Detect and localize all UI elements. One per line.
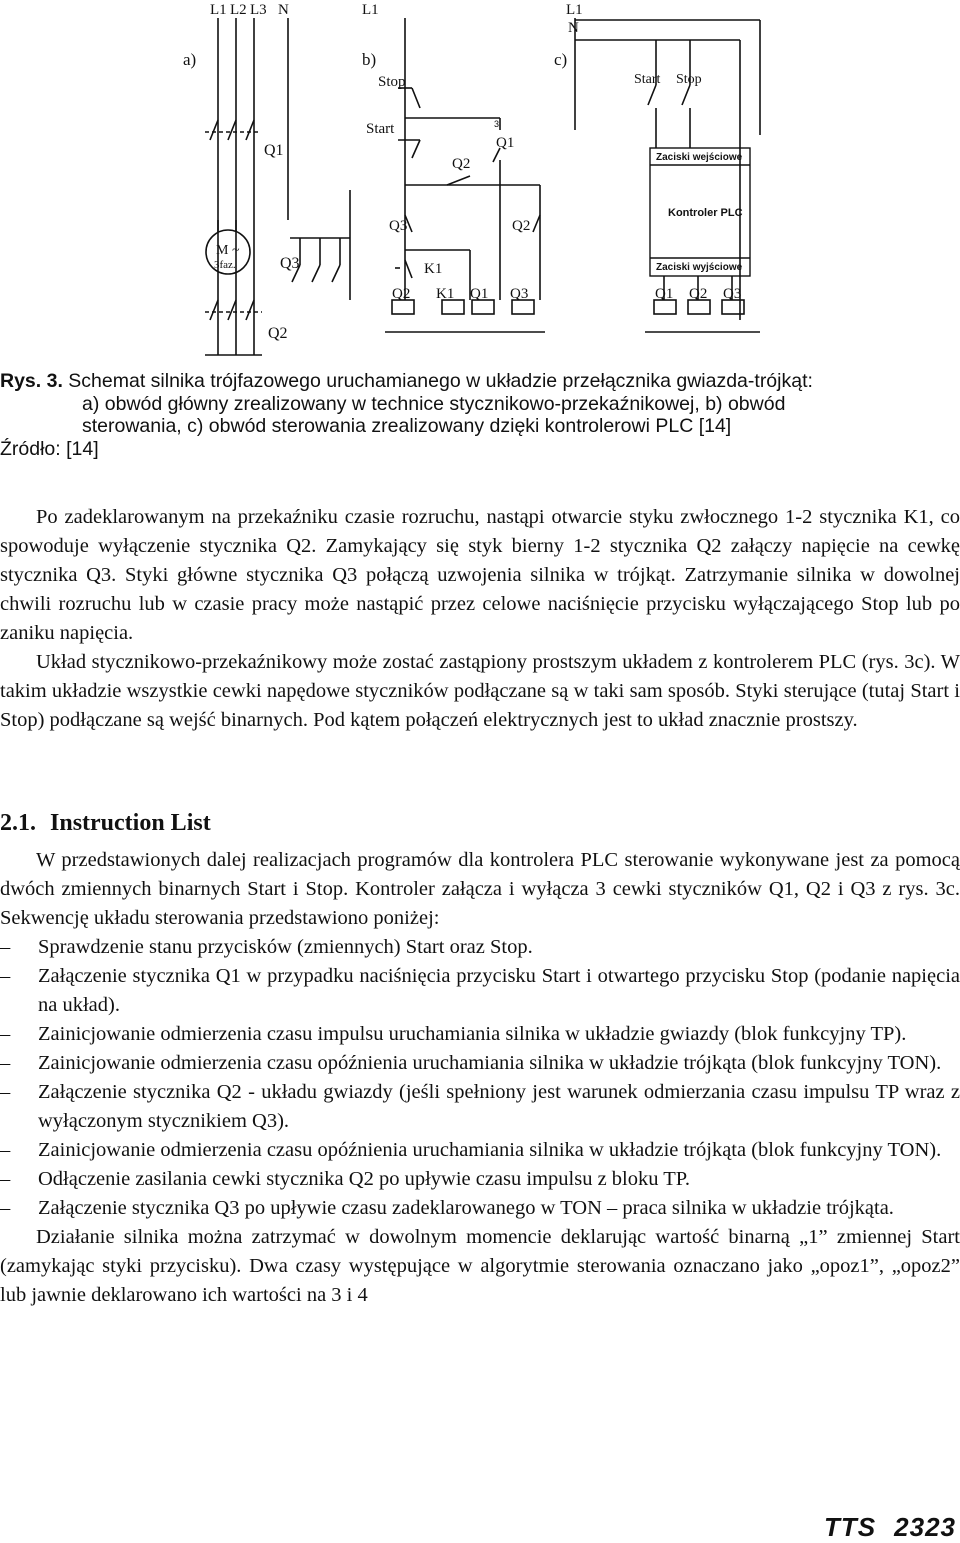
dash-bullet: – (0, 1052, 11, 1074)
label-start-b: Start (366, 121, 395, 137)
page-footer (824, 1512, 956, 1543)
label-l1-c: L1 (566, 2, 583, 18)
label-c: c) (554, 50, 568, 69)
caption-line-1: Schemat silnika trójfazowego uruchamianego w układzie przełącznika gwiazda-trójkąt: (68, 370, 813, 392)
section-heading (0, 810, 225, 837)
plc-name: Kontroler PLC (668, 207, 743, 219)
dash-bullet: – (0, 936, 11, 958)
paragraph-1: Po zadeklarowanym na przekaźniku czasie rozruchu, nastąpi otwarcie styku zwłocznego 1-2 stycznika K1, co spowoduje wyłączenie stycznika Q2. Zamykający się styk bierny 1-2 stycznika Q2 załączy napięcie na cewkę stycznika Q3. Styki główne stycznika Q3 połączą uzwojenia silnika w trójkąt. Zatrzymanie silnika w dowolnej chwili rozruchu lub w czasie pracy może nastąpić przez celowe naciśnięcie przycisku wyłączającego Stop lub po zaniku napięcia. (0, 506, 960, 644)
label-q3-a: Q3 (280, 255, 300, 272)
label-coil-q1: Q1 (470, 286, 489, 302)
label-out-q2: Q2 (689, 286, 708, 302)
list-item: – Sprawdzenie stanu przycisków (zmiennych) Start oraz Stop. (0, 933, 960, 962)
list-item: – Odłączenie zasilania cewki stycznika Q2 po upływie czasu impulsu z bloku TP. (0, 1165, 960, 1194)
list-item: – Zainicjowanie odmierzenia czasu opóźnienia uruchamiania silnika w układzie trójkąta (blok funkcyjny TON). (0, 1136, 960, 1165)
label-start-c: Start (634, 72, 661, 87)
page-number: 2323 (894, 1512, 956, 1542)
body-section-1 (0, 503, 960, 735)
label-k1-coil-contact: K1 (424, 261, 443, 277)
dash-bullet: – (0, 1197, 11, 1219)
list-item: – Zainicjowanie odmierzenia czasu impulsu uruchamiania silnika w układzie gwiazdy (blok funkcyjny TP). (0, 1020, 960, 1049)
paragraph-4: Działanie silnika można zatrzymać w dowolnym momencie deklarując wartość binarną „1” zmiennej Start (zamykając styki przycisku). Dwa czasy występujące w algorytmie sterowania oznaczano jako „opoz1”, „opoz2” lub jawnie deklarowano ich wartości na 3 i 4 (0, 1226, 960, 1306)
caption-line-2: a) obwód główny zrealizowany w technice stycznikowo-przekaźnikowej, b) obwód (82, 392, 786, 415)
label-l1-b: L1 (362, 2, 379, 18)
dash-bullet: – (0, 1023, 11, 1045)
dash-bullet: – (0, 965, 11, 987)
label-l3-a: L3 (250, 2, 267, 18)
label-out-q3: Q3 (723, 286, 742, 302)
motor-label: M ~ (216, 243, 240, 258)
list-item: – Zainicjowanie odmierzenia czasu opóźnienia uruchamiania silnika w układzie trójkąta (blok funkcyjny TON). (0, 1049, 960, 1078)
label-stop-c: Stop (676, 72, 702, 87)
list-item: – Załączenie stycznika Q2 - układu gwiazdy (jeśli spełniony jest warunek odmierzania czasu impulsu TP wraz z wyłączonym stycznikiem Q3). (0, 1078, 960, 1136)
caption-line-3: sterowania, c) obwód sterowania zrealizowany dzięki kontrolerowi PLC [14] (82, 415, 732, 437)
label-out-q1: Q1 (655, 286, 674, 302)
figure-caption (0, 370, 960, 460)
pin-3: 3 (494, 119, 500, 129)
dash-bullet: – (0, 1168, 11, 1190)
wiring-diagram (170, 0, 770, 365)
label-l2-a: L2 (230, 2, 247, 18)
caption-source: Źródło: [14] (0, 437, 99, 460)
paragraph-3: W przedstawionych dalej realizacjach programów dla kontrolera PLC sterowanie wykonywane jest za pomocą dwóch zmiennych binarnych Start i Stop. Kontroler załącza i wyłącza 3 cewki styczników Q1, Q2 i Q3 z rys. 3c. Sekwencję układu sterowania przedstawiono poniżej: (0, 849, 960, 929)
paragraph-2: Układ stycznikowo-przekaźnikowy może zostać zastąpiony prostszym układem z kontrolerem PLC (rys. 3c). W takim układzie wszystkie cewki napędowe styczników podłączane są w taki sam sposób. Styki sterujące (tutaj Start i Stop) podłączane są wejść binarnych. Pod kątem połączeń elektrycznych jest to układ znacznie prostszy. (0, 651, 960, 731)
label-b: b) (362, 50, 377, 69)
label-q2-a: Q2 (268, 325, 288, 342)
list-item: – Załączenie stycznika Q3 po upływie czasu zadeklarowanego w TON – praca silnika w układzie trójkąta. (0, 1194, 960, 1223)
label-a: a) (183, 50, 197, 69)
label-n-c: N (568, 20, 579, 36)
caption-figure-number: Rys. 3. (0, 370, 63, 392)
list-item: – Załączenie stycznika Q1 w przypadku naciśnięcia przycisku Start i otwartego przycisku Stop (podanie napięcia na układ). (0, 962, 960, 1020)
label-q2-b-right: Q2 (512, 218, 531, 234)
label-stop-b: Stop (378, 74, 406, 90)
section-number: 2.1. (0, 810, 36, 836)
dash-bullet: – (0, 1081, 11, 1103)
section-title: Instruction List (50, 810, 211, 836)
label-coil-k1: K1 (436, 286, 455, 302)
label-n-a: N (278, 2, 289, 18)
label-q1-b: Q1 (496, 135, 515, 151)
sequence-list (0, 933, 960, 1223)
label-q3-b: Q3 (389, 218, 408, 234)
journal-name: TTS (824, 1512, 877, 1542)
label-q1-a: Q1 (264, 142, 284, 159)
label-coil-q2: Q2 (392, 286, 411, 302)
label-coil-q3: Q3 (510, 286, 529, 302)
plc-outputs-label: Zaciski wyjściowe (656, 262, 743, 273)
motor-sub-label: 3faz. (214, 259, 236, 271)
label-q2-b-top: Q2 (452, 156, 471, 172)
dash-bullet: – (0, 1139, 11, 1161)
label-l1-a: L1 (210, 2, 227, 18)
plc-inputs-label: Zaciski wejściowe (656, 152, 743, 163)
body-section-2 (0, 846, 960, 1310)
